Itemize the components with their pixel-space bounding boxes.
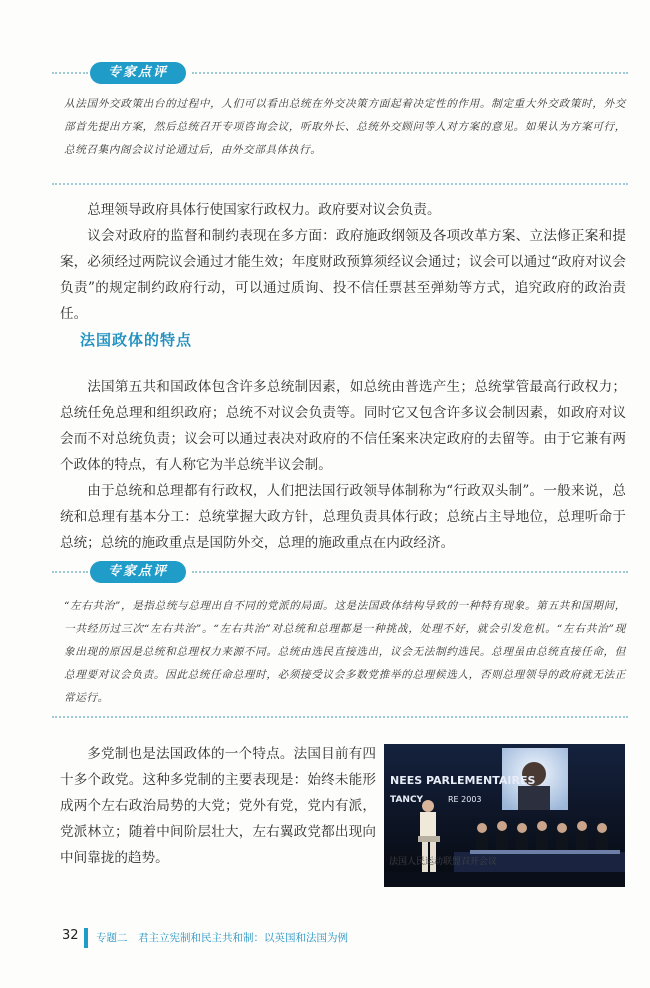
body-paragraphs-1 [60,197,626,327]
banner-text: TANCY [390,795,424,805]
expert-comment-header-2 [52,561,628,583]
dotted-divider [192,571,628,573]
paragraph: 法国第五共和国政体包含许多总统制因素，如总统由普选产生；总统掌管最高行政权力；总统任免总理和组织政府；总统不对议会负责等。同时它又包含许多议会制因素，如政府对议会而不对总统负责；议会可以通过表决对政府的不信任案来决定政府的去留等。由于它兼有两个政体的特点，有人称它为半总统半议会制。 [60,379,626,473]
paragraph: 总理领导政府具体行使国家行政权力。政府要对议会负责。 [87,202,441,218]
expert-comment-text-1: 从法国外交政策出台的过程中，人们可以看出总统在外交决策方面起着决定性的作用。制定重大外交政策时，外交部首先提出方案，然后总统召开专项咨询会议，听取外长、总统外交顾问等人对方案的意见。如果认为方案可行，总统召集内阁会议讨论通过后，由外交部具体执行。 [64,98,626,156]
expert-comment-text-2: “左右共治”，是指总统与总理出自不同的党派的局面。这是法国政体结构导致的一种特有现象。第五共和国期间，一共经历过三次“左右共治”。“左右共治”对总统和总理都是一种挑战，处理不好，就会引发危机。“左右共治”现象出现的原因是总统和总理权力来源不同。总统由选民直接选出，议会无法制约选民。总理虽由总统直接任命，但总理要对议会负责。因此总统任命总理时，必须接受议会多数党推举的总理候选人，否则总理领导的政府就无法正常运行。 [64,600,626,704]
body-paragraphs-2 [60,374,626,556]
dotted-divider [52,72,88,74]
footer-accent-bar [84,928,88,948]
page-footer [52,928,628,948]
section-heading: 法国政体的特点 [80,331,193,349]
banner-text: RE 2003 [448,795,482,804]
paragraph: 多党制也是法国政体的一个特点。法国目前有四十多个政党。这种多党制的主要表现是：始终未能形成两个左右政治局势的大党；党外有党，党内有派，党派林立；随着中间阶层壮大，左右翼政党都出现向中间靠拢的趋势。 [60,746,376,866]
banner-text: NEES PARLEMENTAIRES [390,774,536,787]
expert-comment-header-1 [52,62,628,84]
dotted-divider [52,716,628,718]
paragraph: 由于总统和总理都有行政权，人们把法国行政领导体制称为“行政双头制”。一般来说，总统和总理有基本分工：总统掌握大政方针，总理负责具体行政；总统占主导地位，总理听命于总统；总统的施政重点是国防外交，总理的施政重点在内政经济。 [60,483,626,551]
page-number: 32 [62,928,79,943]
expert-comment-badge: 专家点评 [90,561,186,583]
photo-caption: 法国人民运动联盟召开会议 [389,857,498,867]
dotted-divider [52,183,628,185]
dotted-divider [192,72,628,74]
footer-chapter-title: 专题二 君主立宪制和民主共和制：以英国和法国为例 [96,932,348,944]
body-paragraphs-3 [60,741,376,871]
dotted-divider [52,571,88,573]
paragraph: 议会对政府的监督和制约表现在多方面：政府施政纲领及各项改革方案、立法修正案和提案，必须经过两院议会通过才能生效；年度财政预算须经议会通过；议会可以通过“政府对议会负责”的规定制约政府行动，可以通过质询、投不信任票甚至弹劾等方式，追究政府的政治责任。 [60,228,626,322]
expert-comment-badge: 专家点评 [90,62,186,84]
